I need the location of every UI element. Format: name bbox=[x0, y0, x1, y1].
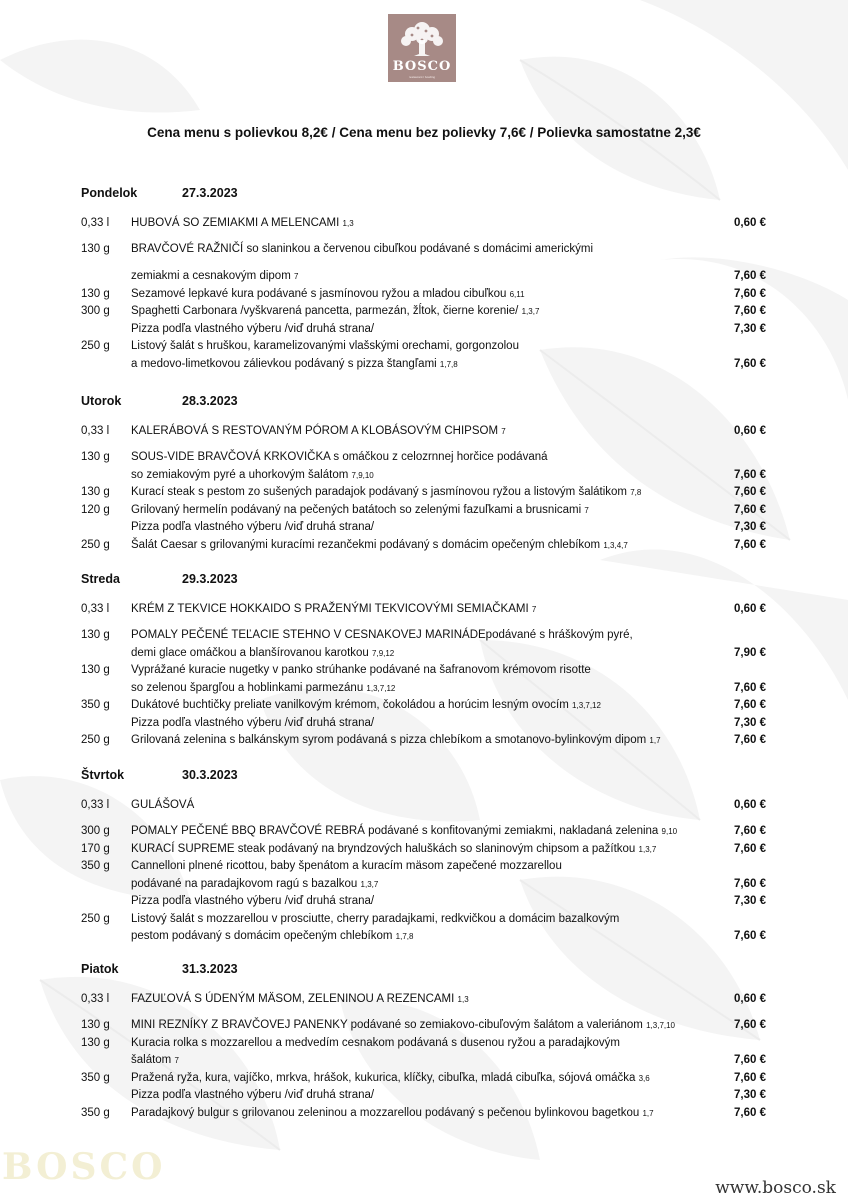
item-quantity: 130 g bbox=[81, 664, 110, 676]
item-price: 7,60 € bbox=[734, 357, 766, 370]
day-name: Štvrtok bbox=[81, 768, 125, 782]
item-price: 7,60 € bbox=[734, 287, 766, 300]
item-price: 7,60 € bbox=[734, 1106, 766, 1119]
item-text: POMALY PEČENÉ BBQ BRAVČOVÉ REBRÁ podávané s konfitovanými zemiakmi, nakladaná zelenina bbox=[131, 825, 659, 837]
item-allergens: 7 bbox=[174, 1056, 179, 1065]
item-quantity: 250 g bbox=[81, 538, 110, 551]
item-allergens: 1,3,7 bbox=[638, 844, 657, 854]
item-allergens: 9,10 bbox=[661, 827, 678, 836]
item-price: 7,60 € bbox=[734, 1054, 766, 1066]
item-description bbox=[131, 1088, 374, 1103]
item-price: 0,60 € bbox=[734, 603, 766, 615]
item-allergens: 1,3 bbox=[342, 219, 354, 228]
logo-name: BOSCO bbox=[392, 59, 452, 74]
item-price: 7,60 € bbox=[734, 699, 766, 711]
item-quantity: 250 g bbox=[81, 340, 110, 352]
item-description bbox=[131, 242, 593, 257]
item-description bbox=[131, 1106, 654, 1121]
item-text: Listový šalát s hruškou, karamelizovanými vlašskými orechami, gorgonzolou bbox=[131, 340, 519, 352]
item-description bbox=[131, 1053, 179, 1068]
item-price: 7,60 € bbox=[734, 503, 766, 516]
item-allergens: 1,3 bbox=[457, 995, 469, 1004]
item-text: Pizza podľa vlastného výberu /viď druhá strana/ bbox=[131, 716, 375, 729]
item-text: KRÉM Z TEKVICE HOKKAIDO S PRAŽENÝMI TEKVICOVÝMI SEMIAČKAMI bbox=[131, 603, 529, 615]
item-price: 7,90 € bbox=[734, 646, 766, 659]
item-description bbox=[131, 424, 506, 439]
item-quantity: 130 g bbox=[81, 486, 110, 498]
item-price: 7,60 € bbox=[734, 930, 766, 942]
item-allergens: 1,3,7 bbox=[521, 307, 540, 316]
item-text: GULÁŠOVÁ bbox=[131, 799, 195, 811]
item-text: Pizza podľa vlastného výberu /viď druhá strana/ bbox=[131, 521, 375, 533]
item-quantity: 0,33 l bbox=[81, 217, 110, 229]
item-text: Sezamové lepkavé kura podávané s jasmínovou ryžou a mladou cibuľkou bbox=[131, 287, 507, 300]
item-allergens: 7 bbox=[584, 505, 589, 515]
item-description bbox=[131, 681, 395, 696]
item-price: 7,30 € bbox=[734, 716, 766, 729]
item-quantity: 130 g bbox=[81, 1019, 110, 1031]
item-price: 7,30 € bbox=[734, 521, 766, 533]
item-description bbox=[131, 842, 656, 857]
item-quantity: 350 g bbox=[81, 699, 110, 711]
item-text: Cannelloni plnené ricottou, baby špenátom a kuracím mäsom zapečené mozzarellou bbox=[131, 860, 562, 872]
item-text: Grilovaná zelenina s balkánskym syrom podávaná s pizza chlebíkom a smotanovo-bylinkovým dipom bbox=[131, 734, 647, 746]
item-text: POMALY PEČENÉ TEĽACIE STEHNO V CESNAKOVEJ MARINÁDEpodávané s hráškovým pyré, bbox=[131, 629, 633, 641]
footer-logo-watermark: BOSCO bbox=[2, 1146, 166, 1188]
item-text: a medovo-limetkovou zálievkou podávaný s pizza štangľami bbox=[131, 357, 437, 370]
item-text: so zelenou špargľou a hoblinkami parmezánu bbox=[131, 681, 364, 694]
item-quantity: 130 g bbox=[81, 451, 110, 463]
item-text: Vyprážané kuracie nugetky v panko strúhanke podávané na šafranovom krémovom risotte bbox=[131, 664, 591, 676]
item-quantity: 300 g bbox=[81, 305, 110, 317]
day-name: Pondelok bbox=[81, 186, 138, 200]
item-allergens: 1,7 bbox=[642, 1108, 654, 1118]
day-date: 31.3.2023 bbox=[182, 962, 238, 976]
item-description bbox=[131, 877, 378, 892]
item-text: Kurací steak s pestom zo sušených paradajok podávaný s jasmínovou ryžou a listovým šalátikom bbox=[131, 486, 628, 498]
item-description bbox=[131, 912, 619, 927]
item-allergens: 7 bbox=[501, 427, 506, 436]
item-description bbox=[131, 824, 677, 839]
item-allergens: 6,11 bbox=[509, 289, 525, 299]
item-description bbox=[131, 1071, 650, 1086]
item-description bbox=[131, 357, 458, 372]
item-price: 0,60 € bbox=[734, 799, 766, 811]
item-quantity: 350 g bbox=[81, 860, 110, 872]
item-description bbox=[131, 485, 641, 500]
item-price: 7,60 € bbox=[734, 538, 766, 551]
item-text: Kuracia rolka s mozzarellou a medvedím cesnakom podávaná s dusenou ryžou a paradajkovým bbox=[131, 1036, 621, 1049]
item-text: Listový šalát s mozzarellou v prosciutte, cherry paradajkami, redkvičkou a domácim bazalkovým bbox=[131, 912, 620, 925]
item-text: KURACÍ SUPREME steak podávaný na bryndzových haluškách so slaninovým chipsom a pažítkou bbox=[131, 842, 636, 855]
item-description bbox=[131, 520, 374, 535]
item-description bbox=[131, 468, 374, 483]
item-allergens: 7,9,10 bbox=[351, 470, 374, 480]
item-description bbox=[131, 798, 194, 813]
item-price: 0,60 € bbox=[734, 425, 766, 437]
item-price: 7,60 € bbox=[734, 681, 766, 694]
item-price: 7,60 € bbox=[734, 305, 766, 317]
item-text: so zemiakovým pyré a uhorkovým šalátom bbox=[131, 468, 349, 481]
item-description bbox=[131, 698, 601, 713]
item-quantity: 130 g bbox=[81, 1036, 110, 1049]
item-allergens: 7,8 bbox=[630, 488, 642, 497]
item-text: zemiakmi a cesnakovým dipom bbox=[131, 270, 291, 282]
item-allergens: 1,3,7,10 bbox=[646, 1021, 676, 1030]
item-quantity: 350 g bbox=[81, 1106, 110, 1119]
item-description bbox=[131, 929, 413, 944]
item-text: Dukátové buchtičky preliate vanilkovým krémom, čokoládou a horúcim lesným ovocím bbox=[131, 699, 569, 711]
item-text: Šalát Caesar s grilovanými kuracími rezančekmi podávaný s domácim opečeným chlebíkom bbox=[131, 538, 601, 551]
item-text: Pizza podľa vlastného výberu /viď druhá strana/ bbox=[131, 322, 375, 335]
item-description bbox=[131, 716, 374, 731]
item-allergens: 1,3,7,12 bbox=[572, 701, 601, 710]
item-text: demi glace omáčkou a blanšírovanou karotkou bbox=[131, 646, 369, 659]
item-quantity: 0,33 l bbox=[81, 799, 110, 811]
item-price: 7,60 € bbox=[734, 734, 766, 746]
item-text: pestom podávaný s domácim opečeným chlebíkom bbox=[131, 930, 393, 942]
item-quantity: 250 g bbox=[81, 912, 110, 925]
day-date: 30.3.2023 bbox=[182, 768, 238, 782]
item-price: 7,60 € bbox=[734, 877, 766, 890]
item-description bbox=[131, 538, 628, 553]
item-allergens: 7,9,12 bbox=[372, 648, 395, 658]
item-description bbox=[131, 602, 536, 617]
item-description bbox=[131, 287, 525, 302]
item-description bbox=[131, 992, 469, 1007]
item-text: Paradajkový bulgur s grilovanou zeleninou a mozzarellou podávaný s pečenou bylinkovou bagetkou bbox=[131, 1106, 640, 1119]
item-description bbox=[131, 269, 298, 284]
item-allergens: 1,7,8 bbox=[395, 932, 414, 941]
item-quantity: 120 g bbox=[81, 503, 110, 516]
item-description bbox=[131, 733, 661, 748]
item-text: KALERÁBOVÁ S RESTOVANÝM PÓROM A KLOBÁSOVÝM CHIPSOM bbox=[131, 425, 499, 437]
day-date: 27.3.2023 bbox=[182, 186, 238, 200]
item-price: 0,60 € bbox=[734, 993, 766, 1005]
item-price: 0,60 € bbox=[734, 217, 766, 229]
item-price: 7,60 € bbox=[734, 486, 766, 498]
item-price: 7,60 € bbox=[734, 1071, 766, 1084]
bosco-logo bbox=[388, 14, 456, 82]
website-link[interactable]: www.bosco.sk bbox=[715, 1178, 836, 1198]
item-text: Pizza podľa vlastného výberu /viď druhá strana/ bbox=[131, 1089, 375, 1101]
item-description bbox=[131, 304, 539, 319]
item-allergens: 3,6 bbox=[638, 1073, 650, 1083]
menu-price-headline: Cena menu s polievkou 8,2€ / Cena menu bez polievky 7,6€ / Polievka samostatne 2,3€ bbox=[147, 125, 701, 140]
day-name: Piatok bbox=[81, 962, 119, 976]
item-price: 7,30 € bbox=[734, 895, 766, 907]
item-price: 7,60 € bbox=[734, 825, 766, 837]
item-description bbox=[131, 663, 591, 678]
item-quantity: 130 g bbox=[81, 287, 110, 300]
item-price: 7,30 € bbox=[734, 322, 766, 335]
item-price: 7,30 € bbox=[734, 1089, 766, 1101]
day-name: Streda bbox=[81, 572, 120, 586]
item-text: podávané na paradajkovom ragú s bazalkou bbox=[131, 877, 358, 890]
item-price: 7,60 € bbox=[734, 270, 766, 282]
item-description bbox=[131, 216, 354, 231]
item-description bbox=[131, 1036, 620, 1051]
item-description bbox=[131, 339, 519, 354]
item-quantity: 0,33 l bbox=[81, 993, 110, 1005]
item-quantity: 0,33 l bbox=[81, 425, 110, 437]
item-allergens: 1,7,8 bbox=[439, 359, 458, 369]
item-allergens: 1,3,4,7 bbox=[603, 540, 628, 550]
item-text: Grilovaný hermelín podávaný na pečených batátoch so zelenými fazuľkami a brusnicami bbox=[131, 503, 582, 516]
item-description bbox=[131, 1018, 675, 1033]
item-text: SOUS-VIDE BRAVČOVÁ KRKOVIČKA s omáčkou z celozrnnej horčice podávaná bbox=[131, 451, 548, 463]
item-quantity: 300 g bbox=[81, 825, 110, 837]
item-quantity: 130 g bbox=[81, 243, 110, 255]
item-price: 7,60 € bbox=[734, 1019, 766, 1031]
day-name: Utorok bbox=[81, 394, 122, 408]
item-price: 7,60 € bbox=[734, 468, 766, 481]
item-quantity: 170 g bbox=[81, 842, 110, 855]
item-quantity: 130 g bbox=[81, 629, 110, 641]
item-price: 7,60 € bbox=[734, 842, 766, 855]
day-date: 29.3.2023 bbox=[182, 572, 238, 586]
item-quantity: 350 g bbox=[81, 1071, 110, 1084]
item-text: HUBOVÁ SO ZEMIAKMI A MELENCAMI bbox=[131, 217, 340, 229]
item-description bbox=[131, 859, 562, 874]
item-allergens: 1,3,7 bbox=[360, 879, 379, 889]
item-description bbox=[131, 894, 374, 909]
logo-tagline: restaurant / bowling bbox=[408, 75, 436, 79]
item-text: šalátom bbox=[131, 1054, 172, 1066]
item-description bbox=[131, 646, 394, 661]
item-text: Pizza podľa vlastného výberu /viď druhá strana/ bbox=[131, 895, 375, 907]
item-allergens: 1,3,7,12 bbox=[366, 683, 396, 693]
item-text: BRAVČOVÉ RAŽNIČÍ so slaninkou a červenou cibuľkou podávané s domácimi americkými bbox=[131, 243, 594, 255]
item-text: MINI REZNÍKY Z BRAVČOVEJ PANENKY podávané so zemiakovo-cibuľovým šalátom a valeriánom bbox=[131, 1019, 643, 1031]
item-text: Pražená ryža, kura, vajíčko, mrkva, hrášok, kukurica, klíčky, cibuľka, mladá cibuľka, sójová omáčka bbox=[131, 1071, 636, 1084]
item-description bbox=[131, 628, 633, 643]
item-quantity: 250 g bbox=[81, 734, 110, 746]
item-text: FAZUĽOVÁ S ÚDENÝM MÄSOM, ZELENINOU A REZENCAMI bbox=[131, 993, 455, 1005]
item-quantity: 0,33 l bbox=[81, 603, 110, 615]
item-description bbox=[131, 503, 589, 518]
item-allergens: 1,7 bbox=[649, 736, 661, 745]
day-date: 28.3.2023 bbox=[182, 394, 238, 408]
item-description bbox=[131, 322, 374, 337]
item-description bbox=[131, 450, 548, 465]
item-allergens: 7 bbox=[531, 605, 537, 614]
item-allergens: 7 bbox=[293, 272, 299, 281]
item-text: Spaghetti Carbonara /vyškvarená pancetta, parmezán, žĺtok, čierne korenie/ bbox=[131, 305, 519, 317]
